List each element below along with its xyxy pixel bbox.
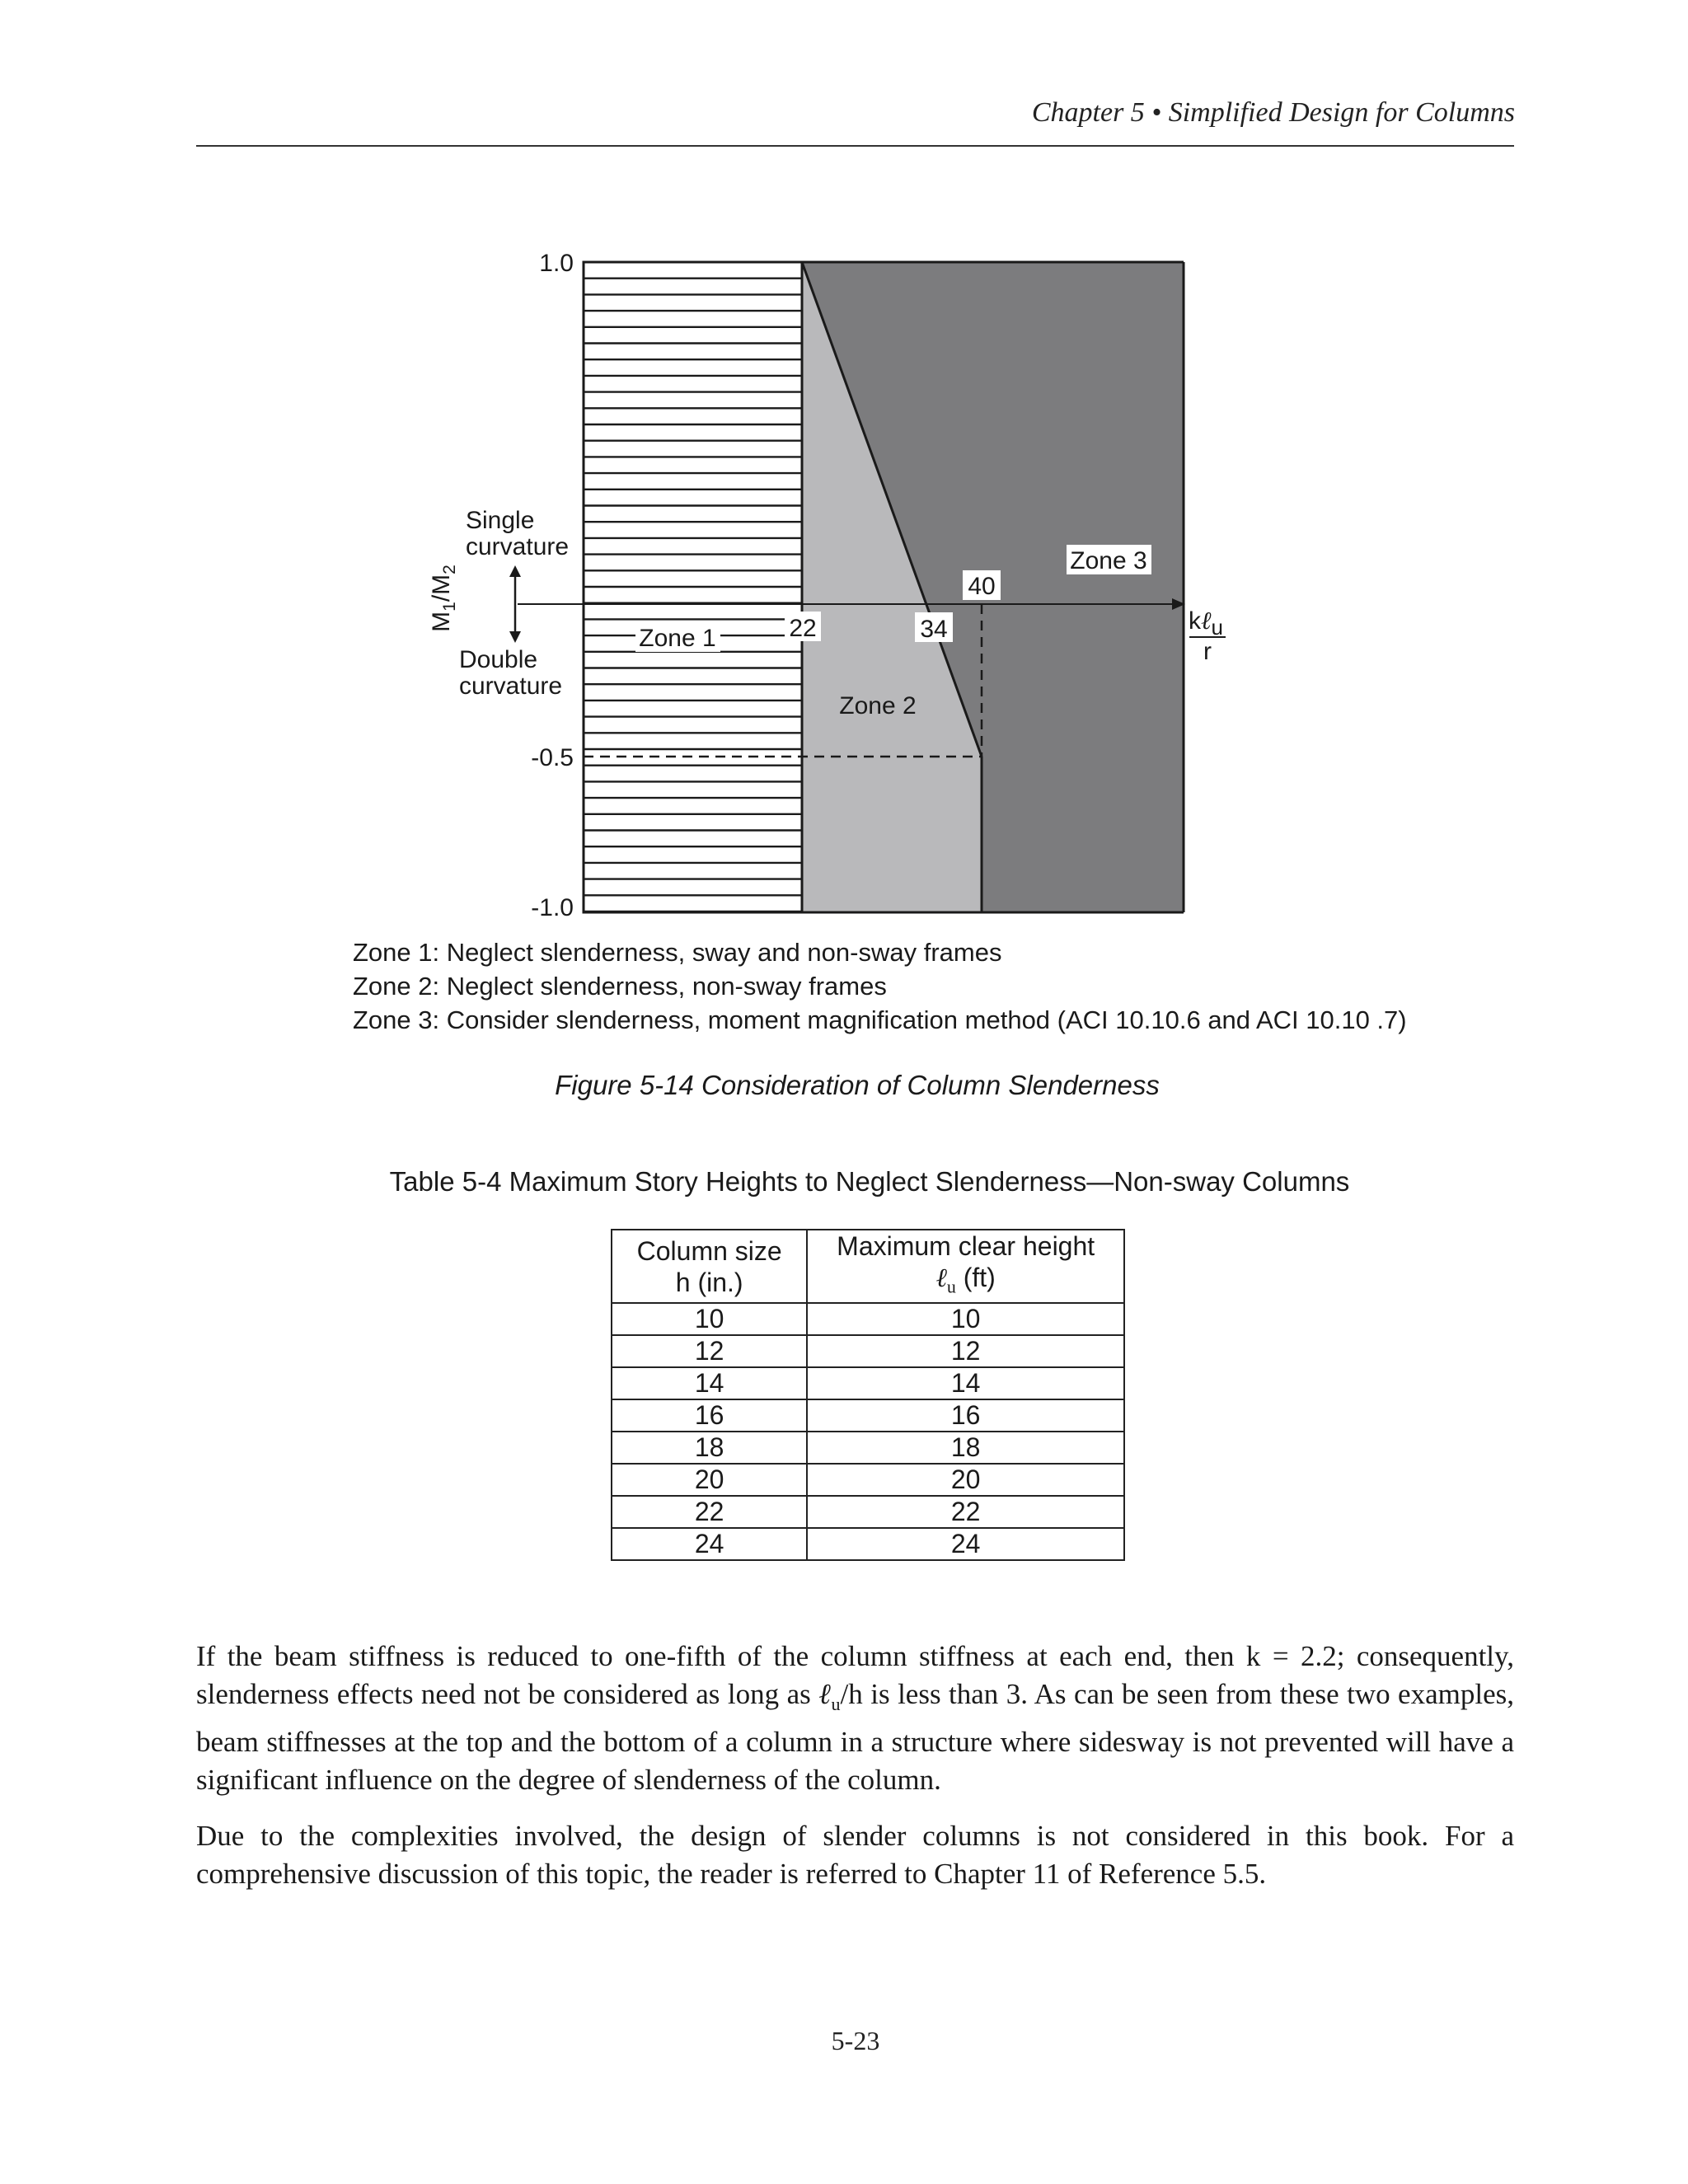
column-size-header-line1: Column size — [636, 1235, 782, 1266]
column-size-header-line2: h (in.) — [675, 1267, 743, 1297]
column-size-cell: 12 — [612, 1335, 807, 1367]
x-axis-label-ell: ℓ — [1201, 607, 1212, 635]
table-row — [612, 1303, 1124, 1335]
y-axis-label-sub1: 1 — [440, 602, 459, 612]
y-axis-label-sub2: 2 — [440, 565, 459, 574]
y-axis-label-slash: /M — [428, 574, 455, 602]
y-tick-minus-1-0: -1.0 — [531, 894, 574, 921]
legend-zone1: Zone 1: Neglect slenderness, sway and non-sway frames — [353, 938, 1002, 967]
story-height-table — [611, 1229, 1125, 1561]
legend-zone3: Zone 3: Consider slenderness, moment magnification method (ACI 10.10.6 and ACI 10.10 .7) — [353, 1005, 1407, 1034]
column-size-cell: 16 — [612, 1399, 807, 1432]
double-curvature-label-line2: curvature — [459, 673, 563, 700]
paragraph1-sub: u — [831, 1694, 841, 1714]
single-curvature-label-line1: Single — [466, 507, 535, 534]
ell-subscript: u — [946, 1276, 956, 1297]
x-axis-label-numerator — [1189, 607, 1223, 640]
table-row — [612, 1432, 1124, 1464]
y-axis-label — [428, 565, 459, 632]
table-row — [612, 1335, 1124, 1367]
ell-symbol: ℓ — [935, 1263, 947, 1292]
table-body — [612, 1303, 1124, 1560]
page-number: 5-23 — [831, 2026, 880, 2055]
paragraph-slender-columns: Due to the complexities involved, the design of slender columns is not considered in this book. For a comprehensive discussion of this topic, the reader is referred to Chapter 11 of Reference 5.5. — [196, 1820, 1514, 1890]
y-tick-1-0: 1.0 — [539, 250, 574, 277]
x-axis-label-r: r — [1203, 638, 1212, 665]
max-height-cell: 22 — [807, 1496, 1124, 1528]
table-row — [612, 1464, 1124, 1496]
paragraph1-part2: /h is less than 3. As can be seen from these two examples, beam stiffnesses at the top and the bottom of a column in a structure where sidesway is not prevented will have a significant influence on the degree of slenderness of the column. — [196, 1678, 1514, 1796]
table-row — [612, 1399, 1124, 1432]
max-clear-height-header — [807, 1230, 1124, 1303]
double-curvature-label-line1: Double — [459, 646, 538, 673]
column-size-cell: 22 — [612, 1496, 807, 1528]
zone3-label: Zone 3 — [1070, 547, 1147, 574]
marker-22: 22 — [789, 615, 817, 642]
running-header: Chapter 5 • Simplified Design for Columns — [1031, 97, 1515, 128]
zone1-label: Zone 1 — [639, 625, 716, 652]
table-row — [612, 1528, 1124, 1560]
max-clear-height-header-line2 — [808, 1262, 1123, 1302]
table-title: Table 5-4 Maximum Story Heights to Neglect Slenderness—Non-sway Columns — [389, 1166, 1350, 1197]
zone2-label: Zone 2 — [839, 692, 917, 719]
max-height-cell: 10 — [807, 1303, 1124, 1335]
paragraph1-ell: ℓ — [818, 1678, 832, 1710]
legend-zone2: Zone 2: Neglect slenderness, non-sway frames — [353, 972, 887, 1001]
max-height-cell: 18 — [807, 1432, 1124, 1464]
column-size-cell: 24 — [612, 1528, 807, 1560]
max-height-cell: 24 — [807, 1528, 1124, 1560]
max-height-cell: 12 — [807, 1335, 1124, 1367]
column-size-cell: 20 — [612, 1464, 807, 1496]
x-axis-label — [1189, 607, 1226, 665]
down-arrow-icon — [509, 631, 521, 643]
marker-34: 34 — [920, 616, 948, 643]
table-header-row — [612, 1230, 1124, 1303]
table-row — [612, 1367, 1124, 1399]
paragraph-beam-stiffness — [196, 1638, 1514, 1799]
table-row — [612, 1496, 1124, 1528]
single-curvature-label-line2: curvature — [466, 533, 570, 560]
x-axis-label-k: k — [1189, 607, 1201, 635]
y-tick-minus-0-5: -0.5 — [531, 744, 574, 771]
marker-40: 40 — [968, 573, 996, 600]
paragraph1-part1: If the beam stiffness is reduced to one-fifth of the column stiffness at each end, then k = 2.2; consequently, slenderness effects need not be considered as long as — [196, 1640, 1514, 1710]
max-height-cell: 20 — [807, 1464, 1124, 1496]
column-size-cell: 14 — [612, 1367, 807, 1399]
max-clear-height-header-line1: Maximum clear height — [837, 1231, 1095, 1261]
x-axis-label-u: u — [1211, 615, 1223, 640]
height-unit: (ft) — [963, 1263, 996, 1292]
figure-caption: Figure 5-14 Consideration of Column Slenderness — [555, 1070, 1160, 1100]
column-size-header — [612, 1230, 807, 1303]
y-axis-label-m1: M — [428, 611, 455, 632]
up-arrow-icon — [509, 565, 521, 577]
zone1-area — [584, 262, 802, 912]
max-height-cell: 14 — [807, 1367, 1124, 1399]
column-size-cell: 18 — [612, 1432, 807, 1464]
max-height-cell: 16 — [807, 1399, 1124, 1432]
column-size-cell: 10 — [612, 1303, 807, 1335]
